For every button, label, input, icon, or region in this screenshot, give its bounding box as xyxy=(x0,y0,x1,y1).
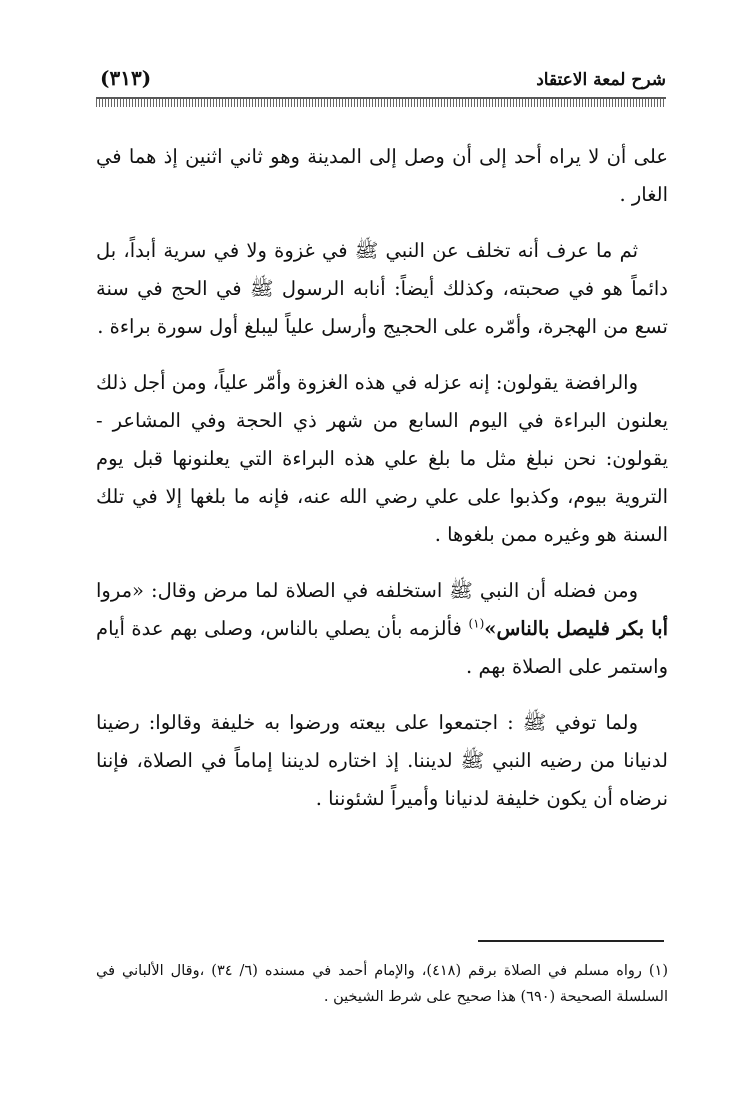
paragraph-3: والرافضة يقولون: إنه عزله في هذه الغزوة وأمّر علياً، ومن أجل ذلك يعلنون البراءة في اليوم السابع من شهر ذي الحجة وفي المشاعر - يقولون: نحن نبلغ مثل ما بلغ علي هذه البراءة التي يعلنونها قبل يوم التروية بيوم، وكذبوا على علي رضي الله عنه، فإنه ما بلغها إلا في تلك السنة هو وغيره ممن بلغوها . xyxy=(96,371,668,546)
paragraph-5: ولما توفي ﷺ : اجتمعوا على بيعته ورضوا به خليفة وقالوا: رضينا لدنيانا من رضيه النبي ﷺ لديننا. إذ اختاره لديننا إماماً في الصلاة، فإننا نرضاه أن يكون خليفة لدنيانا وأميراً لشئوننا . xyxy=(96,711,668,810)
hadith-quote: أبا بكر فليصل بالناس» xyxy=(484,617,669,640)
quote-continuation: فألزمه بأن يصلي بالناس، وصلى بهم عدة أيام واستمر على الصلاة بهم . xyxy=(96,617,668,678)
main-text xyxy=(96,138,668,836)
quote-intro: ومن فضله أن النبي ﷺ استخلفه في الصلاة لما مرض وقال: «مروا xyxy=(96,579,638,602)
footnote: (١) رواه مسلم في الصلاة برقم (٤١٨)، والإمام أحمد في مسنده (٦/ ٣٤) ،وقال الألباني في السلسلة الصحيحة (٦٩٠) هذا صحيح على شرط الشيخين . xyxy=(96,963,669,1005)
paragraph-2: ثم ما عرف أنه تخلف عن النبي ﷺ في غزوة ولا في سرية أبداً، بل دائماً هو في صحبته، وكذلك أيضاً: أنابه الرسول ﷺ في الحج في سنة تسع من الهجرة، وأمّره على الحجيج وأرسل علياً ليبلغ أول سورة براءة . xyxy=(96,239,668,338)
header-divider xyxy=(96,97,666,107)
footnote-marker: (١) xyxy=(468,616,485,631)
page-number: (٣١٣) xyxy=(100,66,152,90)
book-title: شرح لمعة الاعتقاد xyxy=(536,70,666,90)
paragraph-4 xyxy=(96,572,668,686)
footnote-divider xyxy=(478,940,664,942)
paragraph-1: على أن لا يراه أحد إلى أن وصل إلى المدينة وهو ثاني اثنين إذ هما في الغار . xyxy=(96,145,668,206)
page-header xyxy=(96,62,666,96)
